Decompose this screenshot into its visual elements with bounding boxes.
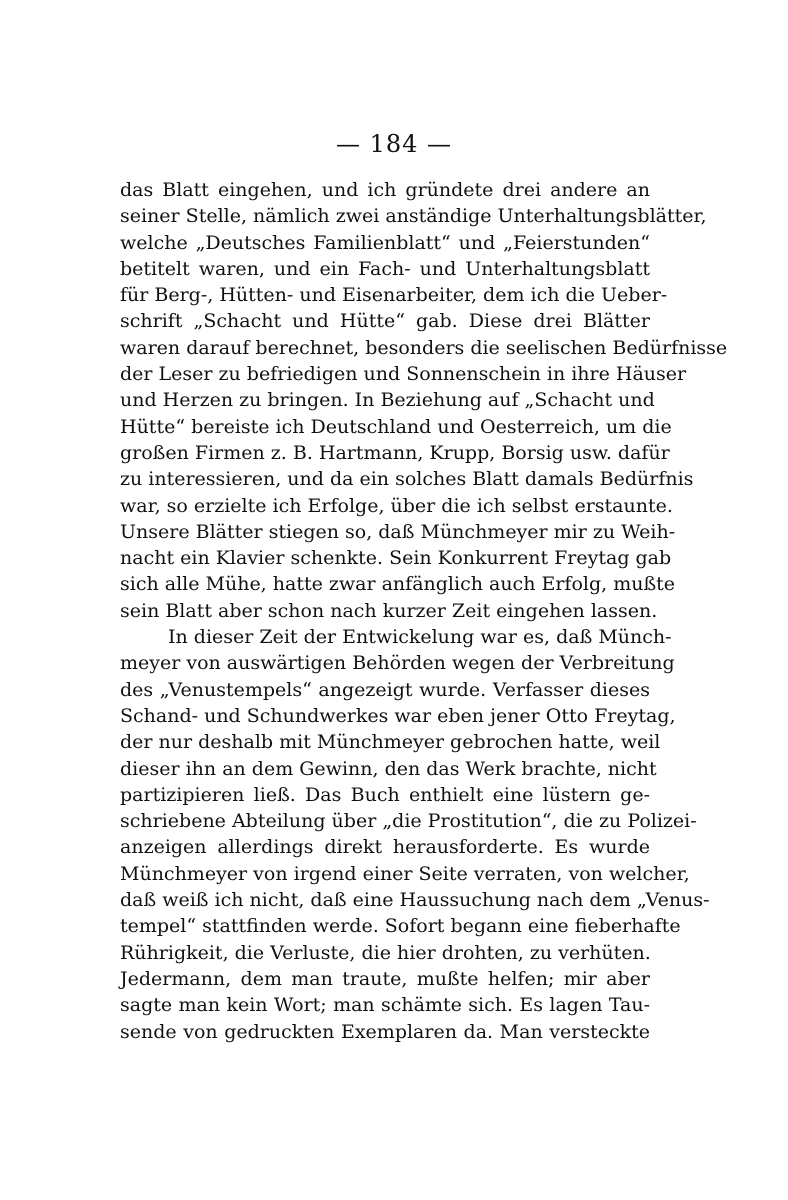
text-line: sagte man kein Wort; man schämte sich. Es lagen Tau- xyxy=(120,994,650,1017)
text-line: und Herzen zu bringen. In Beziehung auf „Schacht und xyxy=(120,389,655,412)
page-number: — 184 — xyxy=(335,130,453,158)
text-line: des „Venustempels“ angezeigt wurde. Verfasser dieses xyxy=(120,678,650,701)
text-line: Schand- und Schundwerkes war eben jener Otto Freytag, xyxy=(120,704,676,727)
text-line: partizipieren ließ. Das Buch enthielt eine lüstern ge- xyxy=(120,783,650,806)
text-line: Rührigkeit, die Verluste, die hier drohten, zu verhüten. xyxy=(120,941,651,964)
paragraph-first-line: In dieser Zeit der Entwickelung war es, daß Münch- xyxy=(168,626,672,649)
text-line: der nur deshalb mit Münchmeyer gebrochen hatte, weil xyxy=(120,731,661,754)
text-line: sein Blatt aber schon nach kurzer Zeit eingehen lassen. xyxy=(120,599,658,622)
text-line: für Berg-, Hütten- und Eisenarbeiter, dem ich die Ueber- xyxy=(120,284,668,307)
text-line: anzeigen allerdings direkt herausforderte. Es wurde xyxy=(120,836,650,859)
text-line: sende von gedruckten Exemplaren da. Man versteckte xyxy=(120,1020,650,1043)
text-line: der Leser zu befriedigen und Sonnenschein in ihre Häuser xyxy=(120,363,687,386)
text-line: daß weiß ich nicht, daß eine Haussuchung nach dem „Venus- xyxy=(120,889,710,912)
text-line: waren darauf berechnet, besonders die seelischen Bedürfnisse xyxy=(120,336,728,359)
text-line: Jedermann, dem man traute, mußte helfen; mir aber xyxy=(120,967,650,990)
text-line: Unsere Blätter stiegen so, daß Münchmeyer mir zu Weih- xyxy=(120,520,676,543)
text-line: tempel“ stattfinden werde. Sofort begann eine fieberhafte xyxy=(120,915,681,938)
text-line: betitelt waren, und ein Fach- und Unterhaltungsblatt xyxy=(120,257,650,280)
text-line: sich alle Mühe, hatte zwar anfänglich auch Erfolg, mußte xyxy=(120,573,676,596)
text-line: dieser ihn an dem Gewinn, den das Werk brachte, nicht xyxy=(120,757,657,780)
text-line: schriebene Abteilung über „die Prostitution“, die zu Polizei- xyxy=(120,810,697,833)
text-line: schrift „Schacht und Hütte“ gab. Diese drei Blätter xyxy=(120,310,650,333)
text-line: meyer von auswärtigen Behörden wegen der Verbreitung xyxy=(120,652,675,675)
text-line: war, so erzielte ich Erfolge, über die ich selbst erstaunte. xyxy=(120,494,673,517)
text-line: das Blatt eingehen, und ich gründete drei andere an xyxy=(120,179,650,201)
body-text xyxy=(120,177,728,1045)
text-line: zu interessieren, und da ein solches Blatt damals Bedürfnis xyxy=(120,468,694,491)
text-line: Hütte“ bereiste ich Deutschland und Oesterreich, um die xyxy=(120,415,672,438)
text-line: großen Firmen z. B. Hartmann, Krupp, Borsig usw. dafür xyxy=(120,441,670,464)
text-line: nacht ein Klavier schenkte. Sein Konkurrent Freytag gab xyxy=(120,547,672,570)
text-line: Münchmeyer von irgend einer Seite verraten, von welcher, xyxy=(120,862,690,885)
text-line: welche „Deutsches Familienblatt“ und „Feierstunden“ xyxy=(120,231,650,254)
text-line: seiner Stelle, nämlich zwei anständige Unterhaltungsblätter, xyxy=(120,205,707,228)
